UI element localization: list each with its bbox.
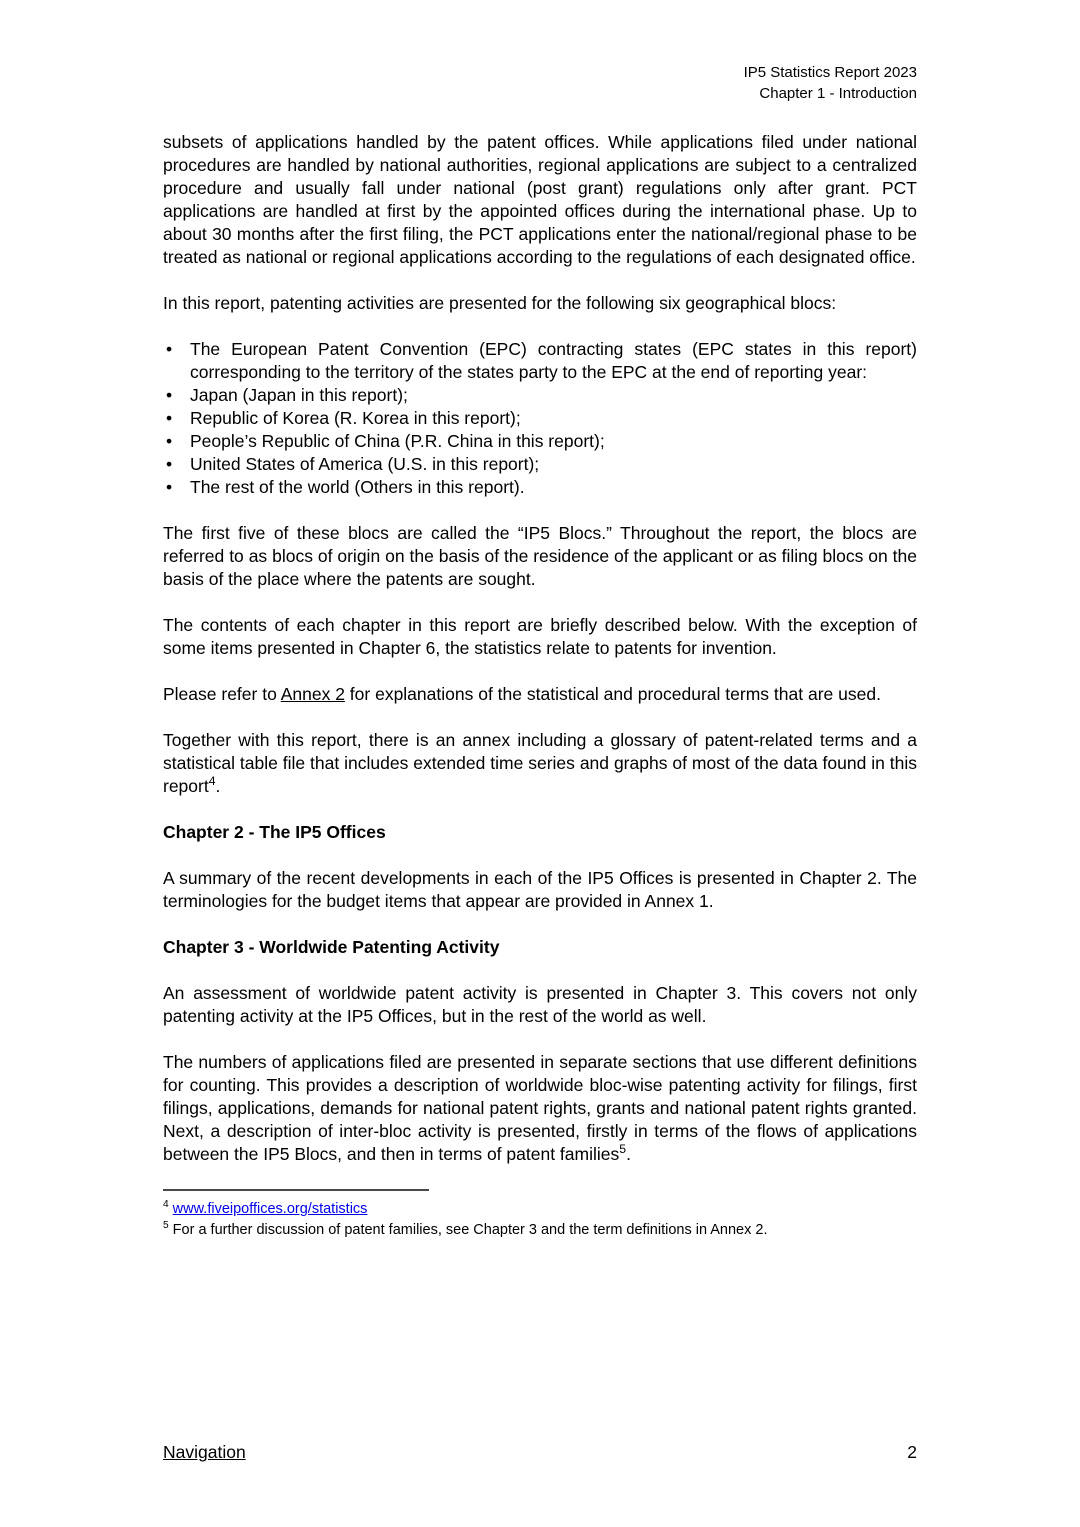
paragraph-annex2-reference	[163, 683, 917, 706]
list-item-epc: • The European Patent Convention (EPC) contracting states (EPC states in this report) corresponding to the territory of the states party to the EPC at the end of reporting year:	[163, 338, 917, 384]
annex2-text-after: for explanations of the statistical and procedural terms that are used.	[344, 684, 881, 704]
page-header	[0, 0, 1080, 104]
header-chapter-title: Chapter 1 - Introduction	[759, 85, 917, 102]
header-report-title: IP5 Statistics Report 2023	[743, 64, 917, 81]
list-item-japan: • Japan (Japan in this report);	[163, 384, 917, 407]
footnote-4-ref[interactable]: 4	[208, 774, 216, 789]
paragraph-annex-glossary	[163, 729, 917, 798]
footnote-4-marker: 4	[163, 1199, 169, 1211]
footnote-separator	[163, 1189, 429, 1191]
list-item-korea: • Republic of Korea (R. Korea in this report);	[163, 407, 917, 430]
applications-text: The numbers of applications filed are presented in separate sections that use different definitions for counting. This provides a description of worldwide bloc-wise patenting activity for filings, first filings, applications, demands for national patent rights, grants and national patent rights granted. Next, a description of inter-bloc activity is presented, firstly in terms of the flows of applications between the IP5 Blocs, and then in terms of patent families	[163, 1052, 917, 1164]
glossary-text: Together with this report, there is an annex including a glossary of patent-related terms and a statistical table file that includes extended time series and graphs of most of the data found in this report	[163, 730, 917, 796]
list-item-us: • United States of America (U.S. in this report);	[163, 453, 917, 476]
page-footer	[163, 1441, 917, 1464]
paragraph-chapter-3-summary: An assessment of worldwide patent activity is presented in Chapter 3. This covers not only patenting activity at the IP5 Offices, but in the rest of the world as well.	[163, 983, 917, 1026]
glossary-text-period: .	[215, 776, 221, 796]
footnote-4	[163, 1199, 917, 1220]
geographical-blocs-list	[163, 338, 917, 499]
document-body	[0, 131, 1080, 1166]
applications-text-period: .	[626, 1144, 631, 1164]
paragraph-blocs-intro: In this report, patenting activities are presented for the following six geographical blocs:	[163, 293, 837, 313]
footnote-5-text: For a further discussion of patent families, see Chapter 3 and the term definitions in Annex 2.	[172, 1222, 768, 1238]
paragraph-applications-filed	[163, 1051, 917, 1166]
heading-chapter-3: Chapter 3 - Worldwide Patenting Activity	[163, 937, 500, 957]
list-item-china: • People’s Republic of China (P.R. China in this report);	[163, 430, 917, 453]
navigation-link[interactable]: Navigation	[163, 1442, 246, 1462]
footnote-5-marker: 5	[163, 1220, 169, 1232]
page-number: 2	[907, 1442, 917, 1462]
list-item-others: • The rest of the world (Others in this report).	[163, 476, 917, 499]
paragraph-chapter-2-summary: A summary of the recent developments in each of the IP5 Offices is presented in Chapter 2. The terminologies for the budget items that appear are provided in Annex 1.	[163, 868, 917, 911]
heading-chapter-2: Chapter 2 - The IP5 Offices	[163, 822, 386, 842]
footnote-5-ref[interactable]: 5	[619, 1142, 627, 1157]
footnote-5	[163, 1220, 917, 1241]
annex2-text-before: Please refer to	[163, 684, 281, 704]
paragraph-intro-continuation: subsets of applications handled by the patent offices. While applications filed under national procedures are handled by national authorities, regional applications are subject to a centralized procedure and usually fall under national (post grant) regulations only after grant. PCT applications are handled at first by the appointed offices during the international phase. Up to about 30 months after the first filing, the PCT applications enter the national/regional phase to be treated as national or regional applications according to the regulations of each designated office.	[163, 132, 917, 267]
paragraph-chapter-contents: The contents of each chapter in this report are briefly described below. With the exception of some items presented in Chapter 6, the statistics relate to patents for invention.	[163, 615, 917, 658]
annex-2-link[interactable]: Annex 2	[280, 684, 345, 704]
paragraph-ip5-blocs: The first five of these blocs are called the “IP5 Blocs.” Throughout the report, the blocs are referred to as blocs of origin on the basis of the residence of the applicant or as filing blocs on the basis of the place where the patents are sought.	[163, 523, 917, 589]
statistics-url-link[interactable]: www.fiveipoffices.org/statistics	[172, 1201, 368, 1217]
footnotes-section	[0, 1189, 1080, 1241]
